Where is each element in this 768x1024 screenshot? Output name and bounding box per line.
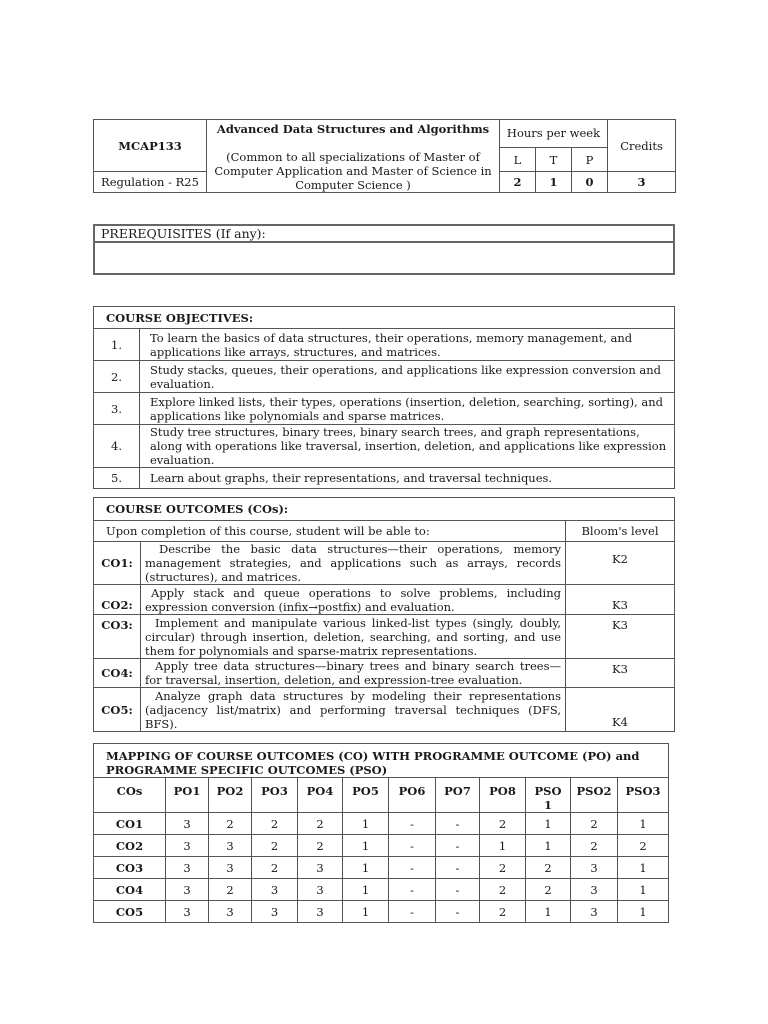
outcome-code: CO2: — [94, 585, 141, 615]
mapping-column-header: PSO3 — [618, 778, 669, 813]
objective-row — [94, 393, 675, 425]
mapping-cell: 3 — [209, 835, 252, 857]
mapping-co-label: CO4 — [94, 879, 166, 901]
mapping-cell: 2 — [252, 813, 298, 835]
mapping-cell: 3 — [166, 857, 209, 879]
outcome-row — [94, 542, 675, 585]
outcome-level: K2 — [566, 542, 675, 585]
mapping-column-header: PO4 — [298, 778, 343, 813]
mapping-column-header: PO7 — [436, 778, 480, 813]
outcome-level: K4 — [566, 688, 675, 732]
objective-number: 3. — [94, 393, 140, 425]
mapping-cell: - — [389, 835, 436, 857]
lecture-label: L — [500, 147, 536, 172]
mapping-cell: 3 — [166, 901, 209, 923]
mapping-row — [94, 835, 669, 857]
course-title-cell — [207, 120, 500, 193]
objective-text: Study stacks, queues, their operations, and applications like expression conversion and evaluation. — [140, 361, 675, 393]
mapping-co-label: CO5 — [94, 901, 166, 923]
mapping-cell: 3 — [298, 879, 343, 901]
mapping-cell: 2 — [209, 879, 252, 901]
objective-number: 2. — [94, 361, 140, 393]
tutorial-label: T — [536, 147, 572, 172]
mapping-cell: 1 — [343, 857, 389, 879]
tutorial-hours: 1 — [536, 172, 572, 193]
mapping-column-header: PO3 — [252, 778, 298, 813]
prerequisites-value — [94, 242, 674, 274]
regulation: Regulation - R25 — [94, 172, 207, 193]
outcome-text: Implement and manipulate various linked-list types (singly, doubly, circular) through insertion, deletion, searching, and sorting, and use them for polynomials and sparse-matrix representations. — [141, 615, 566, 659]
mapping-cell: 2 — [252, 835, 298, 857]
prerequisites-label: PREREQUISITES (If any): — [94, 225, 674, 242]
mapping-cell: 2 — [209, 813, 252, 835]
course-header-table — [93, 119, 676, 193]
course-code: MCAP133 — [94, 120, 207, 172]
practical-hours: 0 — [572, 172, 608, 193]
mapping-column-header: PSO2 — [571, 778, 618, 813]
mapping-co-label: CO2 — [94, 835, 166, 857]
mapping-cell: 3 — [166, 813, 209, 835]
mapping-cell: 2 — [571, 835, 618, 857]
mapping-cell: - — [436, 857, 480, 879]
mapping-cell: 1 — [343, 835, 389, 857]
mapping-cell: 2 — [298, 813, 343, 835]
mapping-cell: 2 — [526, 879, 571, 901]
mapping-cell: 2 — [618, 835, 669, 857]
outcome-level: K3 — [566, 585, 675, 615]
mapping-cell: 2 — [480, 857, 526, 879]
mapping-column-header: PO5 — [343, 778, 389, 813]
outcome-code: CO3: — [94, 615, 141, 659]
mapping-cell: 2 — [526, 857, 571, 879]
co-po-mapping-table — [93, 743, 669, 923]
mapping-cell: 1 — [618, 901, 669, 923]
mapping-cell: 1 — [480, 835, 526, 857]
mapping-cell: 1 — [618, 857, 669, 879]
mapping-cell: 1 — [526, 835, 571, 857]
mapping-cell: 3 — [166, 879, 209, 901]
objective-text: Study tree structures, binary trees, binary search trees, and graph representations, along with operations like traversal, insertion, deletion, and applications like expression evaluation. — [140, 425, 675, 468]
mapping-cell: 2 — [480, 879, 526, 901]
mapping-cell: 1 — [526, 813, 571, 835]
mapping-cell: - — [436, 835, 480, 857]
outcome-row — [94, 615, 675, 659]
practical-label: P — [572, 147, 608, 172]
outcomes-intro: Upon completion of this course, student will be able to: — [94, 521, 566, 542]
credits-value: 3 — [608, 172, 676, 193]
outcome-level: K3 — [566, 659, 675, 688]
objective-row — [94, 425, 675, 468]
course-objectives-table — [93, 306, 675, 489]
outcome-text: Analyze graph data structures by modeling their representations (adjacency list/matrix) and performing traversal techniques (DFS, BFS). — [141, 688, 566, 732]
mapping-cell: 2 — [252, 857, 298, 879]
outcome-text: Apply tree data structures—binary trees and binary search trees—for traversal, insertion, deletion, and expression-tree evaluation. — [141, 659, 566, 688]
mapping-cell: 1 — [618, 813, 669, 835]
outcome-code: CO5: — [94, 688, 141, 732]
credits-label: Credits — [608, 120, 676, 172]
objective-text: To learn the basics of data structures, their operations, memory management, and applications like arrays, structures, and matrices. — [140, 329, 675, 361]
mapping-cell: 3 — [209, 857, 252, 879]
course-title: Advanced Data Structures and Algorithms — [216, 122, 490, 136]
mapping-column-header: PSO 1 — [526, 778, 571, 813]
mapping-cell: - — [389, 879, 436, 901]
mapping-cell: 1 — [526, 901, 571, 923]
lecture-hours: 2 — [500, 172, 536, 193]
objectives-heading: COURSE OBJECTIVES: — [94, 307, 675, 329]
mapping-cell: 1 — [343, 813, 389, 835]
objective-row — [94, 468, 675, 489]
outcome-code: CO4: — [94, 659, 141, 688]
mapping-co-label: CO1 — [94, 813, 166, 835]
mapping-cell: 3 — [298, 901, 343, 923]
mapping-cell: 3 — [209, 901, 252, 923]
mapping-cell: - — [436, 879, 480, 901]
mapping-row — [94, 879, 669, 901]
mapping-cell: 3 — [252, 901, 298, 923]
mapping-cell: 3 — [571, 901, 618, 923]
mapping-row — [94, 901, 669, 923]
mapping-cell: 2 — [571, 813, 618, 835]
mapping-cell: 1 — [343, 879, 389, 901]
objective-number: 5. — [94, 468, 140, 489]
mapping-cell: 3 — [571, 857, 618, 879]
mapping-cell: 2 — [480, 901, 526, 923]
mapping-header-row — [94, 778, 669, 813]
outcome-code: CO1: — [94, 542, 141, 585]
mapping-co-label: CO3 — [94, 857, 166, 879]
mapping-cell: - — [389, 813, 436, 835]
mapping-cell: 3 — [252, 879, 298, 901]
objective-text: Learn about graphs, their representations, and traversal techniques. — [140, 468, 675, 489]
mapping-cell: 3 — [571, 879, 618, 901]
objective-text: Explore linked lists, their types, operations (insertion, deletion, searching, sorting), and applications like polynomials and sparse matrices. — [140, 393, 675, 425]
mapping-column-header: PO6 — [389, 778, 436, 813]
outcome-row — [94, 585, 675, 615]
mapping-cell: 3 — [166, 835, 209, 857]
mapping-cell: - — [436, 901, 480, 923]
outcome-text: Describe the basic data structures—their operations, memory management strategies, and applications such as arrays, records (structures), and matrices. — [141, 542, 566, 585]
mapping-column-header: PO1 — [166, 778, 209, 813]
mapping-column-header: PO8 — [480, 778, 526, 813]
mapping-cell: - — [436, 813, 480, 835]
objective-row — [94, 329, 675, 361]
outcome-level: K3 — [566, 615, 675, 659]
mapping-row — [94, 813, 669, 835]
mapping-cell: 2 — [480, 813, 526, 835]
course-outcomes-table — [93, 497, 675, 732]
mapping-cell: 3 — [298, 857, 343, 879]
mapping-row — [94, 857, 669, 879]
outcome-row — [94, 659, 675, 688]
objective-number: 1. — [94, 329, 140, 361]
objective-row — [94, 361, 675, 393]
bloom-level-label: Bloom's level — [566, 521, 675, 542]
mapping-heading: MAPPING OF COURSE OUTCOMES (CO) WITH PROGRAMME OUTCOME (PO) and PROGRAMME SPECIFIC OUTCOMES (PSO) — [94, 744, 669, 778]
mapping-cell: - — [389, 901, 436, 923]
outcome-row — [94, 688, 675, 732]
mapping-cell: 1 — [343, 901, 389, 923]
hours-label: Hours per week — [500, 120, 608, 148]
objective-number: 4. — [94, 425, 140, 468]
mapping-column-header: COs — [94, 778, 166, 813]
outcome-text: Apply stack and queue operations to solve problems, including expression conversion (infix→postfix) and evaluation. — [141, 585, 566, 615]
outcomes-heading: COURSE OUTCOMES (COs): — [94, 498, 675, 521]
course-subtitle: (Common to all specializations of Master of Computer Application and Master of Science in Computer Science ) — [214, 150, 492, 192]
mapping-cell: - — [389, 857, 436, 879]
prerequisites-table — [93, 224, 675, 275]
mapping-column-header: PO2 — [209, 778, 252, 813]
mapping-cell: 1 — [618, 879, 669, 901]
mapping-cell: 2 — [298, 835, 343, 857]
